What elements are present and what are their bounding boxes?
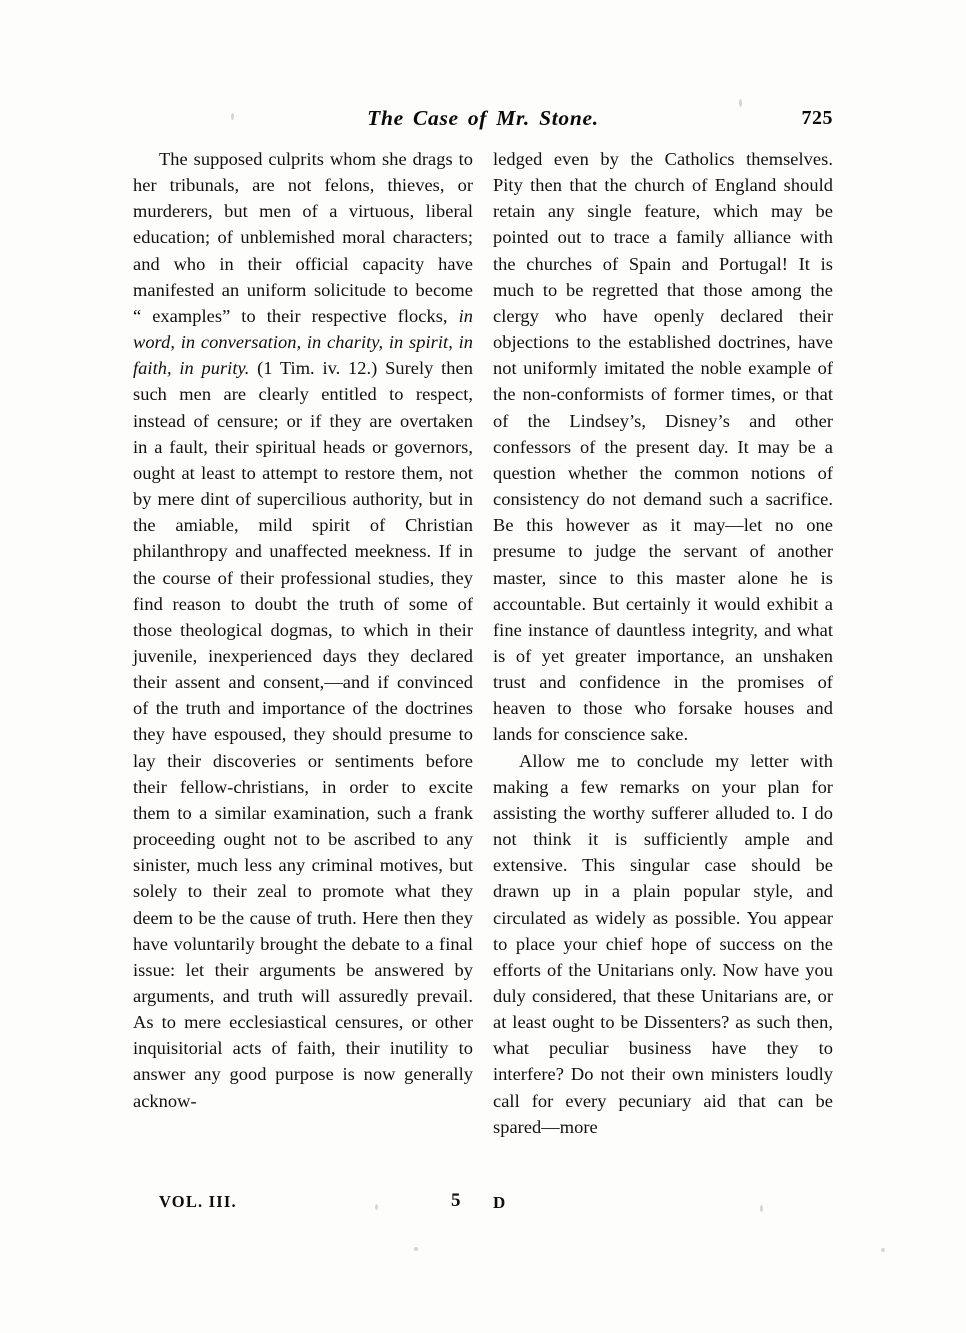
two-column-body [133,146,833,1191]
scan-speck [760,1205,763,1212]
page-title: The Case of Mr. Stone. [367,106,599,130]
column-right [493,146,833,1191]
footer-signature-line [133,1192,833,1220]
paragraph: Allow me to conclude my letter with making a few remarks on your plan for assisting the worthy sufferer alluded to. I do not think it is sufficiently ample and extensive. This singular case should be drawn up in a plain popular style, and circulated as widely as possible. You appear to place your chief hope of success on the efforts of the Unitarians only. Now have you duly considered, that these Unitarians are, or at least ought to be Dissenters? as such then, what peculiar business have they to interfere? Do not their own ministers loudly call for every pecuniary aid that can be spared—more [493,750,833,1137]
scripture-quotation-italic: in word, in conversation, in charity, in spirit, in faith, in purity. [133,305,473,379]
paragraph-text-continued: (1 Tim. iv. 12.) Surely then such men are clearly entitled to respect, instead of censure; or if they are overtaken in a fault, their spiritual heads or governors, ought at least to attempt to restore them, not by mere dint of supercilious authority, but in the amiable, mild spirit of Christian philanthropy and unaffected meekness. If in the course of their professional studies, they find reason to doubt the truth of some of those theological dogmas, to which in their juvenile, inexperienced days they declared their assent and consent,—and if convinced of the truth and importance of the doctrines they have espoused, they should presume to lay their discoveries or sentiments before their fellow-christians, in order to excite them to a similar examination, such a frank proceeding ought not to be ascribed to any sinister, much less any criminal motives, but solely to their zeal to promote what they deem to be the cause of truth. Here then they have voluntarily brought the debate to a final issue: let their arguments be answered by arguments, and truth will assuredly prevail. As to mere ecclesiastical censures, or other inquisitorial acts of faith, their inutility to answer any good purpose is now generally acknow- [133,358,473,1111]
paragraph-text: The supposed culprits whom she drags to her tribunals, are not felons, thieves, or murderers, but men of a virtuous, liberal education; of unblemished moral characters; and who in their official capacity have manifested an uniform solicitude to become “ examples” to their respective flocks, [133,149,473,326]
column-left [133,146,473,1191]
scan-speck [881,1248,885,1252]
volume-label: VOL. III. [159,1192,237,1211]
running-head [133,106,833,136]
signature-letter: D [493,1193,506,1212]
scan-speck [375,1204,378,1210]
paragraph: ledged even by the Catholics themselves. Pity then that the church of England should retain any single feature, which may be pointed out to trace a family alliance with the churches of Spain and Portugal! It is much to be regretted that those among the clergy who have openly declared their objections to the established doctrines, have not uniformly imitated the noble example of the non-conformists of former times, or that of the Lindsey’s, Disney’s and other confessors of the present day. It may be a question whether the common notions of consistency do not demand such a sacrifice. Be this however as it may—let no one presume to judge the servant of another master, since to this master alone he is accountable. But certainly it would exhibit a fine instance of dauntless integrity, and what is of yet greater importance, an unshaken trust and confidence in the promises of heaven to those who forsake houses and lands for conscience sake. [493,149,833,745]
signature-number: 5 [451,1190,461,1211]
scan-speck [231,113,234,120]
scan-speck [414,1247,418,1251]
page-number: 725 [801,107,833,129]
scan-speck [739,99,742,107]
paragraph [133,146,473,1114]
